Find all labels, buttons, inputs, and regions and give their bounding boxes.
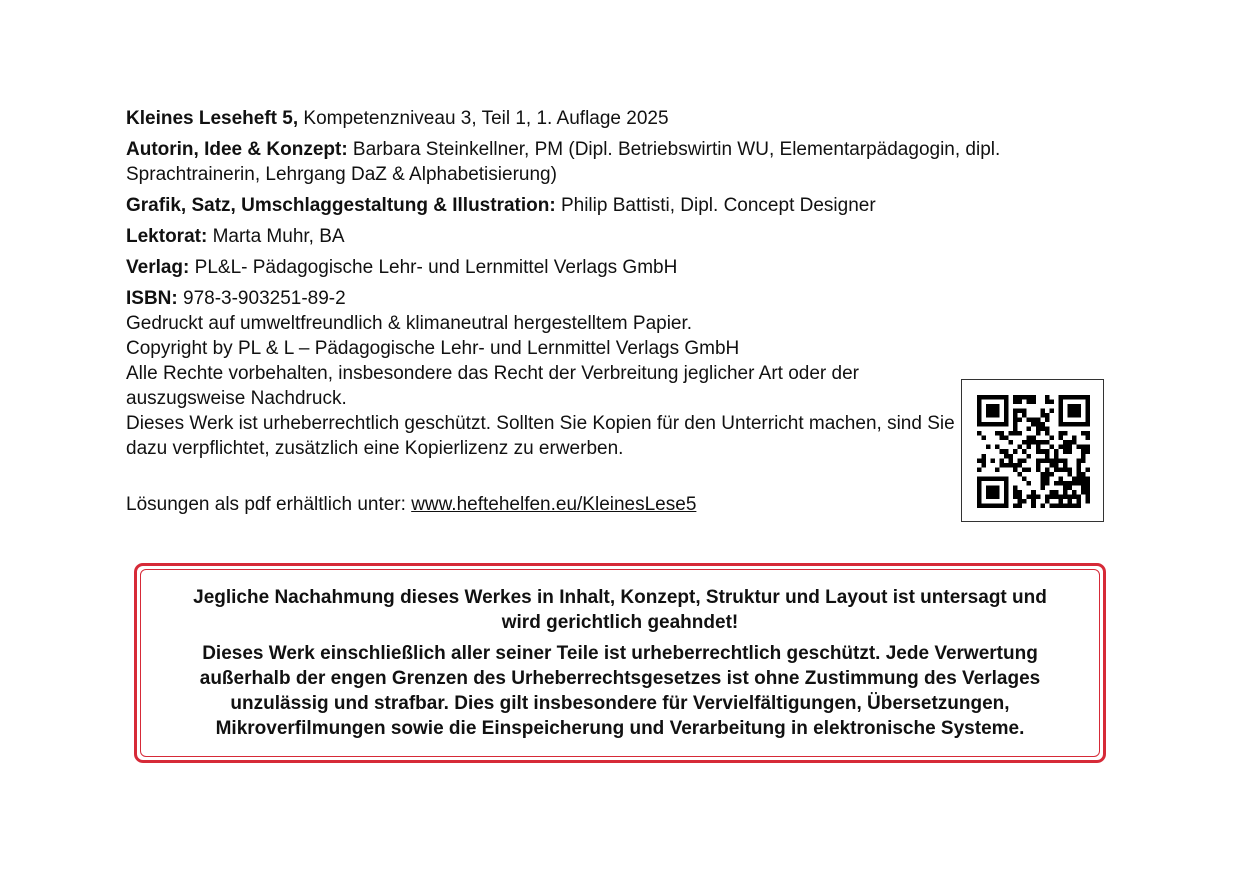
solutions-link[interactable]: www.heftehelfen.eu/KleinesLese5 xyxy=(411,494,697,515)
qr-code xyxy=(961,379,1104,522)
isbn-label: ISBN: xyxy=(126,288,178,309)
editor-value: Marta Muhr, BA xyxy=(207,226,345,247)
graphics-label: Grafik, Satz, Umschlaggestaltung & Illustration: xyxy=(126,195,556,216)
author-label: Autorin, Idee & Konzept: xyxy=(126,139,348,160)
imprint-block xyxy=(126,106,1086,517)
author-line xyxy=(126,137,1086,187)
printed-note: Gedruckt auf umweltfreundlich & klimaneutral hergestelltem Papier. xyxy=(126,313,693,334)
solutions-line xyxy=(126,492,1086,517)
isbn-line xyxy=(126,286,1086,311)
title-value: Kompetenzniveau 3, Teil 1, 1. Auflage 2025 xyxy=(298,108,669,129)
notice-body: Dieses Werk einschließlich aller seiner Teile ist urheberrechtlich geschützt. Jede Verwertung außerhalb der engen Grenzen des Urheberrechtsgesetzes ist ohne Zustimmung des Verlages unzulässig und strafbar. Dies gilt insbesondere für Vervielfältigungen, Übersetzungen, Mikroverfilmungen sowie die Einspeicherung und Verarbeitung in elektronische Systeme. xyxy=(199,643,1041,739)
editor-label: Lektorat: xyxy=(126,226,208,247)
graphics-value: Philip Battisti, Dipl. Concept Designer xyxy=(555,195,876,216)
license-note: Dieses Werk ist urheberrechtlich geschützt. Sollten Sie Kopien für den Unterricht machen, sind Sie dazu verpflichtet, zusätzlich eine Kopierlizenz zu erwerben. xyxy=(126,413,955,459)
isbn-value: 978-3-903251-89-2 xyxy=(177,288,346,309)
publisher-value: PL&L- Pädagogische Lehr- und Lernmittel Verlags GmbH xyxy=(189,257,678,278)
graphics-line xyxy=(126,193,1086,218)
solutions-text: Lösungen als pdf erhältlich unter: xyxy=(126,494,412,515)
copyright-note: Copyright by PL & L – Pädagogische Lehr- und Lernmittel Verlags GmbH xyxy=(126,338,740,359)
rights-note: Alle Rechte vorbehalten, insbesondere das Recht der Verbreitung jeglicher Art oder der auszugsweise Nachdruck. xyxy=(126,363,859,409)
author-value: Barbara Steinkellner, PM (Dipl. Betriebswirtin WU, Elementarpädagogin, dipl. Sprachtrainerin, Lehrgang DaZ & Alphabetisierung) xyxy=(126,139,1001,185)
copyright-notice-box xyxy=(134,563,1106,763)
title-label: Kleines Leseheft 5, xyxy=(126,108,299,129)
editor-line xyxy=(126,224,1086,249)
qr-code-icon xyxy=(977,395,1090,508)
notice-heading: Jegliche Nachahmung dieses Werkes in Inhalt, Konzept, Struktur und Layout ist untersagt und wird gerichtlich geahndet! xyxy=(193,587,1047,633)
publisher-label: Verlag: xyxy=(126,257,190,278)
title-line xyxy=(126,106,1086,131)
copyright-notice-inner xyxy=(140,569,1100,757)
publisher-line xyxy=(126,255,1086,280)
